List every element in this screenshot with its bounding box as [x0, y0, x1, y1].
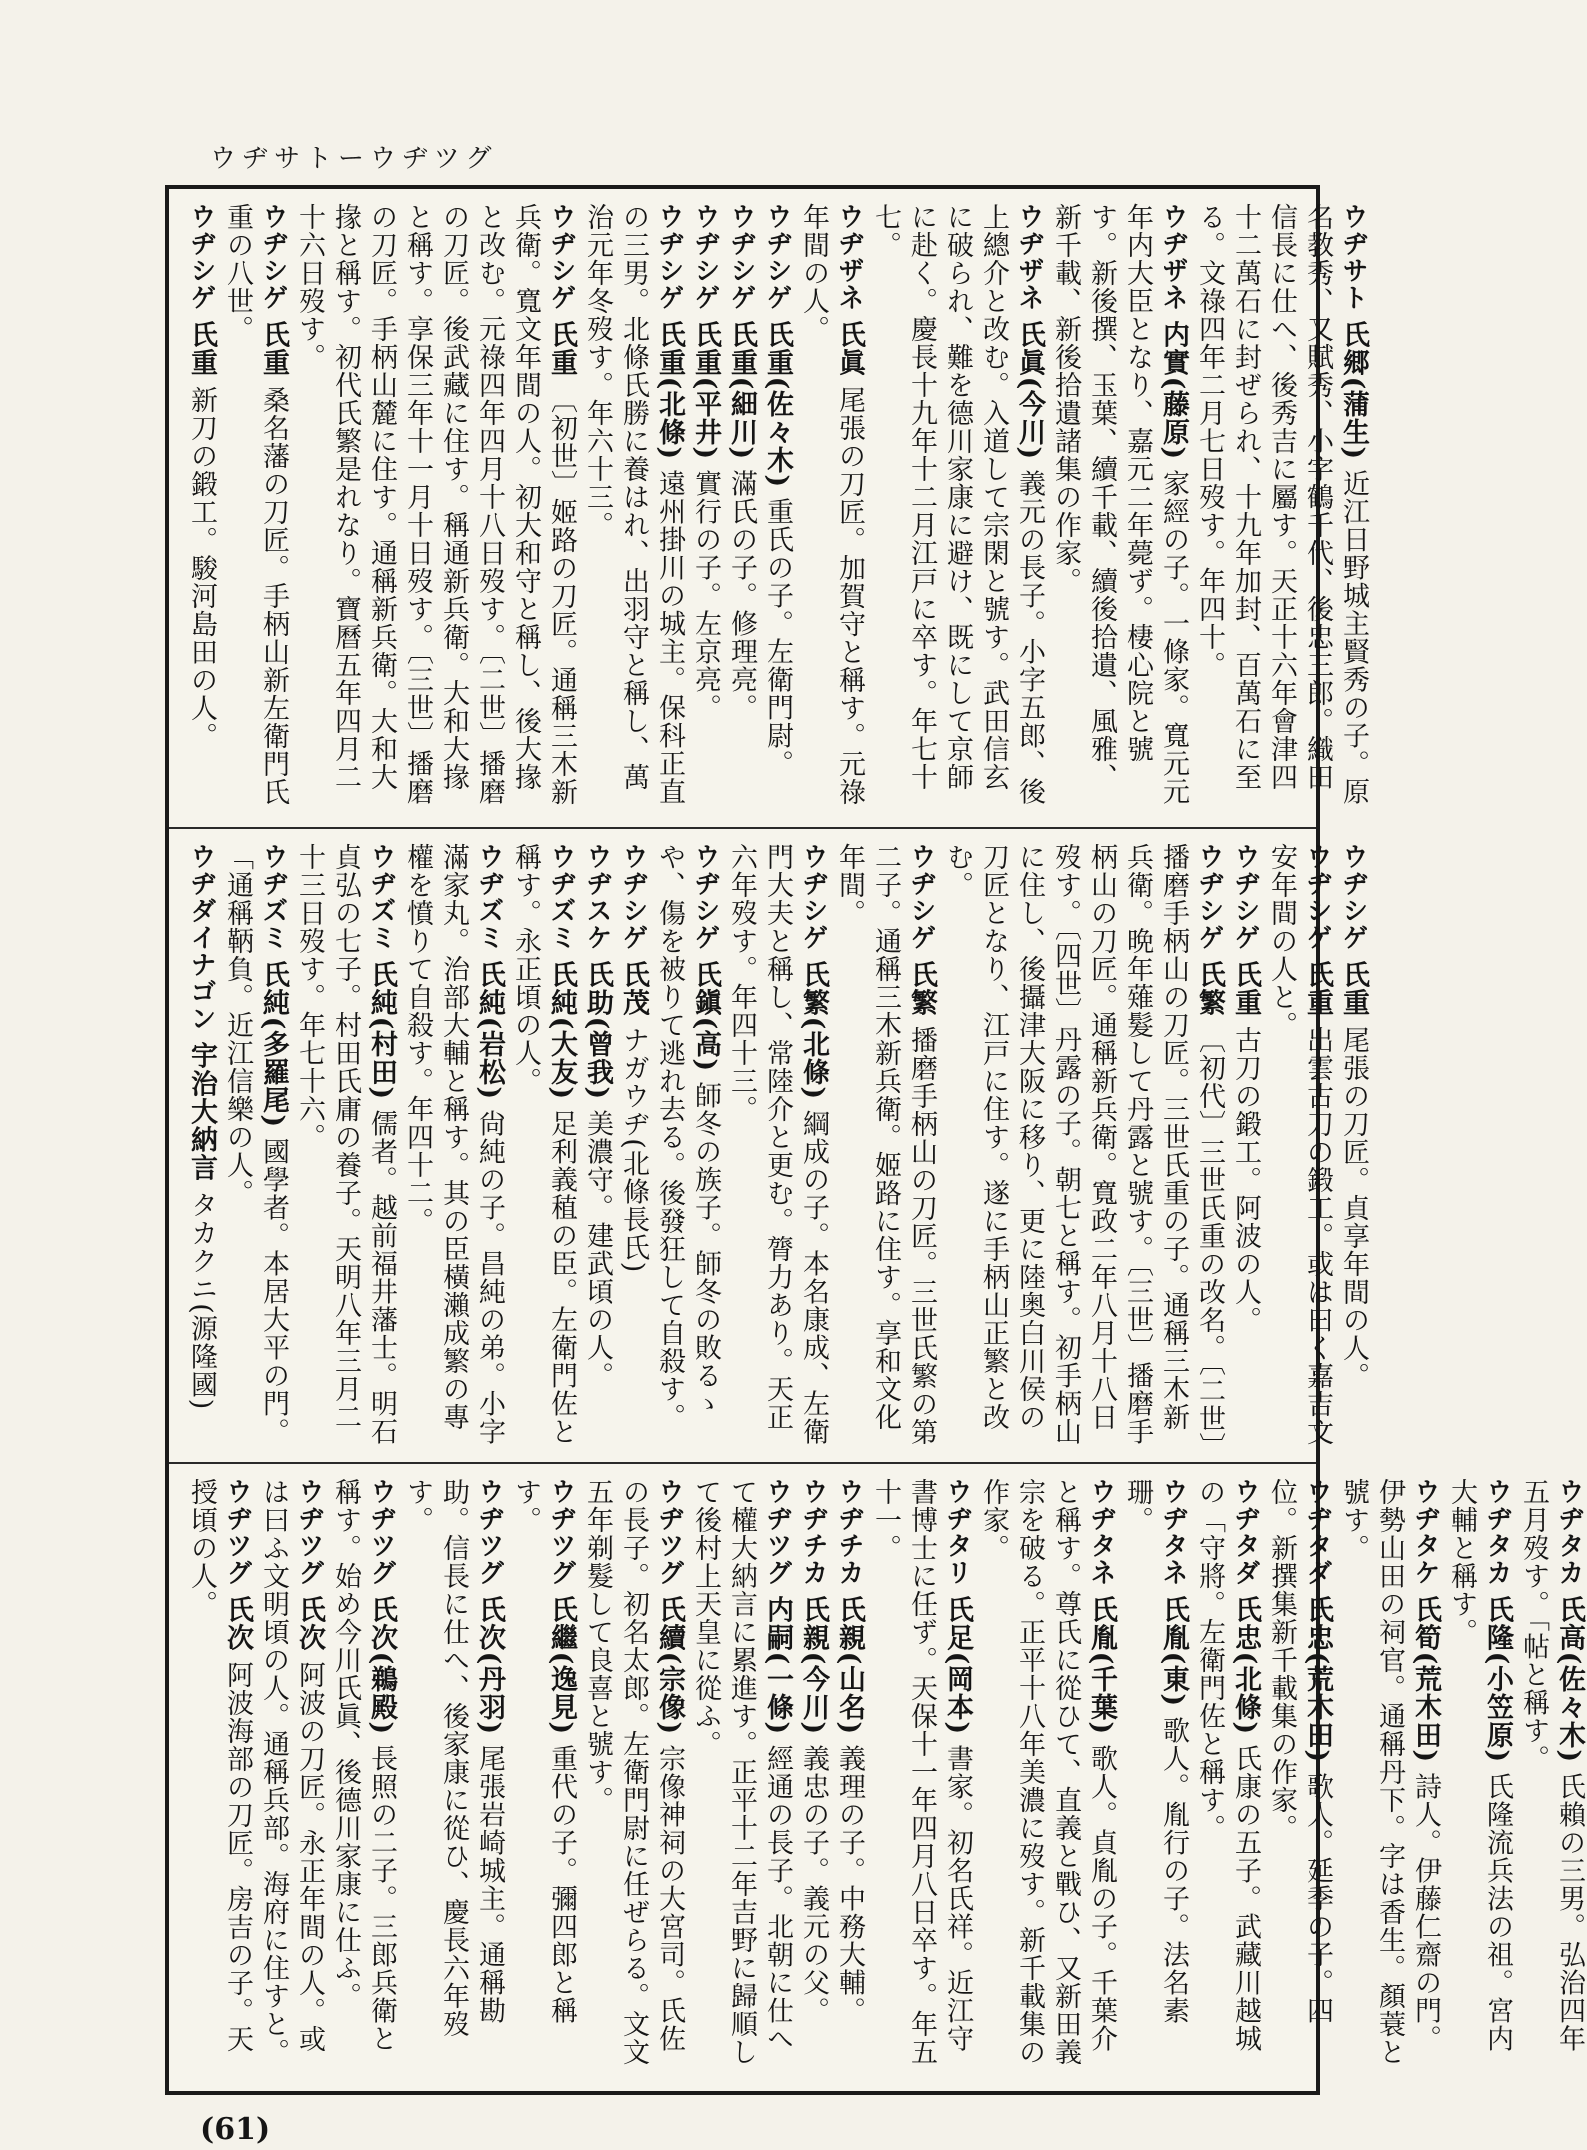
- entry-headword: ウヂツグ: [294, 1478, 324, 1586]
- dictionary-entry: [831, 1478, 867, 2077]
- tier-bottom: [169, 1464, 1585, 2091]
- entry-text: 尾張岩崎城主。通稱勘助。信長に仕へ、後家康に從ひ、慶長六年歿す。: [402, 1478, 505, 2038]
- entry-name: 氏重: [258, 320, 289, 377]
- entry-headword: ウヂシゲ: [726, 203, 756, 311]
- entry-headword: ウヂシゲ: [618, 843, 648, 951]
- entry-headword: ウヂタカ: [1554, 1478, 1584, 1586]
- dictionary-entry: [1227, 843, 1263, 1448]
- entry-name: 氏次(丹羽): [474, 1595, 505, 1736]
- dictionary-entry: [219, 203, 291, 813]
- dictionary-entry: [291, 843, 399, 1448]
- entry-headword: ウヂチカ: [834, 1478, 864, 1586]
- dictionary-entry: [291, 203, 579, 813]
- entry-name: 氏繼(逸見): [546, 1595, 577, 1736]
- dictionary-entry: [723, 843, 831, 1448]
- dictionary-entry: [579, 203, 687, 813]
- entry-name: 氏足(岡本): [942, 1595, 973, 1736]
- entry-name: 氏次: [294, 1595, 325, 1652]
- entry-headword: ウヂザネ: [1014, 203, 1044, 311]
- entry-text: ナガウヂ(北條長氏): [618, 1026, 649, 1274]
- dictionary-frame: [165, 185, 1585, 2095]
- entry-headword: ウヂシゲ: [1230, 843, 1260, 951]
- entry-text: 氏賴の三男。弘治四年五月歿す。「帖と稱す。: [1518, 1478, 1585, 2053]
- entry-name: 氏純(村田): [366, 960, 397, 1101]
- entry-text: 遠州掛川の城主。保科正直の三男。北條氏勝に養はれ、出羽守と稱し、萬治元年冬歿す。年六十三。: [582, 203, 685, 806]
- dictionary-entry: [1515, 1478, 1587, 2077]
- entry-name: 氏胤(東): [1158, 1595, 1189, 1708]
- dictionary-entry: [651, 843, 723, 1448]
- entry-headword: ウヂズミ: [366, 843, 396, 951]
- entry-text: 近江日野城主賢秀の子。原名教秀、又賦秀、小字鶴千代、後忠三郎。織田信長に仕へ、後秀吉に屬す。天正十六年會津四十二萬石に封ぜられ、十九年加封、百萬石に至る。文祿四年二月七日歿す。年四十。: [1194, 203, 1369, 806]
- entry-text: 綱成の子。本名康成、左衛門大夫と稱し、常陸介と更む。膂力あり。天正六年歿す。年四十三。: [726, 843, 829, 1446]
- entry-headword: ウヂシゲ: [654, 203, 684, 311]
- entry-text: 師冬の族子。師冬の敗るゝや、傷を被りて逃れ去る。後發狂して自殺す。: [654, 843, 721, 1431]
- entry-name: 氏重(平井): [690, 320, 721, 461]
- tier-middle: [169, 829, 1369, 1464]
- entry-text: 氏康の五子。武藏川越城の「守將。左衛門佐と稱す。: [1194, 1478, 1261, 2053]
- entry-text: 歌人。延季の子。四位。新撰集新千載集の作家。: [1266, 1478, 1333, 2025]
- dictionary-entry: [1191, 203, 1371, 813]
- entry-name: 氏次(鵜殿): [366, 1595, 397, 1736]
- dictionary-entry: [687, 203, 723, 813]
- entries-tier-top: [183, 203, 1371, 813]
- entry-text: 經通の長子。北朝に仕へて權大納言に累進す。正平十二年吉野に歸順して後村上天皇に從ふ。: [690, 1478, 793, 2066]
- dictionary-entry: [579, 843, 615, 1448]
- entry-headword: ウヂタネ: [1158, 1478, 1188, 1586]
- entry-name: 氏純(大友): [546, 960, 577, 1101]
- entry-text: 重代の子。彌四郎と稱す。: [510, 1478, 577, 2025]
- entry-headword: ウヂシゲ: [690, 203, 720, 311]
- entry-headword: ウヂツグ: [654, 1478, 684, 1586]
- dictionary-entry: [507, 843, 579, 1448]
- page-number: (61): [200, 2112, 271, 2147]
- entry-name: 氏續(宗像): [654, 1595, 685, 1736]
- entry-name: 氏親(今川): [798, 1595, 829, 1736]
- entry-headword: ウヂダイナゴン: [186, 843, 216, 1032]
- entry-name: 氏重: [546, 320, 577, 377]
- entry-text: 義忠の子。義元の父。: [798, 1744, 829, 2025]
- dictionary-entry: [327, 1478, 399, 2077]
- entry-name: 氏忠(荒木田): [1302, 1595, 1333, 1764]
- entries-tier-middle: [183, 843, 1371, 1448]
- entry-headword: ウヂタネ: [1086, 1478, 1116, 1586]
- entry-headword: ウヂズミ: [258, 843, 288, 951]
- entry-headword: ウヂシゲ: [906, 843, 936, 951]
- entry-headword: ウヂチカ: [798, 1478, 828, 1586]
- entry-headword: ウヂシゲ: [546, 203, 576, 311]
- entry-name: 氏繁(北條): [798, 960, 829, 1101]
- entry-text: 重氏の子。左衛門尉。: [762, 497, 793, 778]
- entry-headword: ウヂタカ: [1482, 1478, 1512, 1586]
- entry-name: 氏高(佐々木): [1554, 1595, 1585, 1764]
- entry-name: 氏純(岩松): [474, 960, 505, 1101]
- entry-headword: ウヂシゲ: [1338, 843, 1368, 951]
- entry-text: 阿波の刀匠。永正年間の人。或は曰ふ文明頃の人。通稱兵部。海府に住すと。: [258, 1478, 325, 2066]
- entry-name: 内實(藤原): [1158, 320, 1189, 461]
- entry-text: タカクニ(源隆國): [186, 1191, 217, 1411]
- dictionary-entry: [795, 203, 867, 813]
- dictionary-entry: [183, 843, 219, 1448]
- entry-text: 〔初世〕姬路の刀匠。通稱三木新兵衛。寬文年間の人。初大和守と稱し、後大掾と改む。元祿四年四月十八日歿す。〔二世〕播磨の刀匠。後武藏に住す。稱通新兵衛。大和大掾と稱す。享保三年十一月十日歿す。〔三世〕播磨の刀匠。手柄山麓に住す。通稱新兵衛。大和大掾と稱す。初代氏繁是れなり。寶曆五年四月二十六日歿す。: [294, 203, 577, 807]
- dictionary-entry: [1335, 843, 1371, 1448]
- dictionary-entry: [1119, 1478, 1191, 2077]
- dictionary-entry: [975, 1478, 1119, 2077]
- entry-headword: ウヂシゲ: [690, 843, 720, 951]
- entry-name: 氏隆(小笠原): [1482, 1595, 1513, 1764]
- entry-text: 古刀の鍛工。阿波の人。: [1230, 1026, 1261, 1335]
- entry-text: 播磨手柄山の刀匠。三世氏繁の第二子。通稱三木新兵衛。姬路に住す。享和文化年間。: [834, 843, 937, 1447]
- entry-text: 滿氏の子。修理亮。: [726, 469, 757, 722]
- entry-headword: ウヂタダ: [1230, 1478, 1260, 1586]
- entry-name: 氏重: [1302, 960, 1333, 1017]
- entry-name: 氏重: [1338, 960, 1369, 1017]
- entry-headword: ウヂタダ: [1302, 1478, 1332, 1586]
- dictionary-entry: [687, 1478, 795, 2077]
- entry-headword: ウヂサト: [1338, 203, 1368, 311]
- entry-name: 氏重(佐々木): [762, 320, 793, 489]
- entry-text: 美濃守。建武頃の人。: [582, 1109, 613, 1390]
- entry-name: 氏茂: [618, 960, 649, 1017]
- dictionary-entry: [867, 203, 1047, 813]
- entry-text: 尙純の子。昌純の弟。小字滿家丸。治部大輔と稱す。其の臣橫瀨成繁の專權を憤りて自殺す。年四十二。: [402, 843, 505, 1446]
- dictionary-entry: [1047, 203, 1191, 813]
- entry-text: 尾張の刀匠。加賀守と稱す。元祿年間の人。: [798, 203, 865, 807]
- entry-text: 氏隆流兵法の祖。宮内大輔と稱す。: [1446, 1478, 1513, 2053]
- entry-text: 義理の子。中務大輔。: [834, 1744, 865, 2025]
- entry-name: 氏重(細川): [726, 320, 757, 461]
- entry-headword: ウヂタリ: [942, 1478, 972, 1586]
- entry-text: 桑名藩の刀匠。手柄山新左衛門氏重の八世。: [222, 203, 289, 807]
- dictionary-entry: [579, 1478, 687, 2077]
- entry-text: 歌人。貞胤の子。千葉介と稱す。尊氏に從ひて、直義と戰ひ、又新田義宗を破る。正平十八年美濃に歿す。新千載集の作家。: [978, 1478, 1117, 2066]
- dictionary-entry: [1191, 1478, 1263, 2077]
- entry-name: 氏親(山名): [834, 1595, 865, 1736]
- entry-text: 〔初代〕三世氏重の改名。〔二世〕播磨手柄山の刀匠。三世氏重の子。通稱三木新兵衛。晩年薙髮して丹露と號す。〔三世〕播磨手柄山の刀匠。通稱新兵衛。寬政二年八月十八日歿す。〔四世〕丹露の子。朝七と稱す。初手柄山に住し、後攝津大阪に移り、更に陸奥白川侯の刀匠となり、江戸に住す。遂に手柄山正繁と改む。: [942, 843, 1225, 1448]
- dictionary-entry: [507, 1478, 579, 2077]
- entry-name: 氏忠(北條): [1230, 1595, 1261, 1736]
- dictionary-entry: [1263, 843, 1335, 1448]
- entry-name: 氏鎭(高): [690, 960, 721, 1073]
- entry-text: 足利義稙の臣。左衛門佐と稱す。永正頃の人。: [510, 843, 577, 1446]
- entry-text: 長照の二子。三郎兵衛と稱す。始め今川氏眞、後德川家康に仕ふ。: [330, 1478, 397, 2053]
- dictionary-entry: [723, 203, 759, 813]
- dictionary-entry: [399, 843, 507, 1448]
- entry-headword: ウヂツグ: [762, 1478, 792, 1586]
- entry-headword: ウヂツグ: [474, 1478, 504, 1586]
- dictionary-entry: [1335, 1478, 1443, 2077]
- entry-text: 實行の子。左京亮。: [690, 469, 721, 722]
- dictionary-entry: [255, 1478, 327, 2077]
- entry-name: 氏眞: [834, 320, 865, 377]
- dictionary-entry: [759, 203, 795, 813]
- entry-name: 氏次: [222, 1595, 253, 1652]
- entry-name: 氏繁: [906, 960, 937, 1017]
- dictionary-entry: [1443, 1478, 1515, 2077]
- entry-text: 尾張の刀匠。貞享年間の人。: [1338, 1026, 1369, 1391]
- entry-headword: ウヂズミ: [546, 843, 576, 951]
- dictionary-entry: [795, 1478, 831, 2077]
- running-head: ウヂサトーウヂツグ: [210, 144, 498, 174]
- entry-text: 新刀の鍛工。駿河島田の人。: [186, 386, 217, 751]
- entry-name: 氏眞(今川): [1014, 320, 1045, 461]
- entry-headword: ウヂザネ: [834, 203, 864, 311]
- dictionary-entry: [399, 1478, 507, 2077]
- entry-headword: ウヂシゲ: [762, 203, 792, 311]
- dictionary-entry: [183, 1478, 255, 2077]
- tier-top: [169, 189, 1369, 829]
- entry-headword: ウヂズミ: [474, 843, 504, 951]
- entry-name: 氏郷(蒲生): [1338, 320, 1369, 461]
- entry-name: 氏純(多羅尾): [258, 960, 289, 1129]
- dictionary-entry: [831, 843, 939, 1448]
- entry-name: 氏胤(千葉): [1086, 1595, 1117, 1736]
- entry-text: 宗像神祠の大宮司。氏佐の長子。初名太郎。左衛門尉に任ぜらる。文文五年剃髮して良喜と號す。: [582, 1478, 685, 2066]
- dictionary-entry: [1263, 1478, 1335, 2077]
- entry-text: 儒者。越前福井藩士。明石貞弘の七子。村田氏庸の養子。天明八年三月二十三日歿す。年七十六。: [294, 843, 397, 1446]
- entry-name: 氏助(曾我): [582, 960, 613, 1101]
- entry-text: 家經の子。一條家。寬元元年内大臣となり、嘉元二年薨ず。棲心院と號す。新後撰、玉葉、續千載、續後拾遺、風雅、新千載、新後拾遺諸集の作家。: [1050, 203, 1189, 806]
- entry-text: 阿波海部の刀匠。房吉の子。天授頃の人。: [186, 1478, 253, 2054]
- entry-headword: ウヂザネ: [1158, 203, 1188, 311]
- entry-name: 氏重(北條): [654, 320, 685, 461]
- dictionary-entry: [183, 203, 219, 813]
- dictionary-entry: [939, 843, 1227, 1448]
- entry-text: 歌人。胤行の子。法名素珊。: [1122, 1478, 1189, 2025]
- entry-text: 書家。初名氏祥。近江守書博士に任ず。天保十一年四月八日卒す。年五十一。: [870, 1478, 973, 2066]
- entry-headword: ウヂツグ: [366, 1478, 396, 1586]
- entry-headword: ウヂシゲ: [1302, 843, 1332, 951]
- entry-name: 内嗣(一條): [762, 1595, 793, 1736]
- entry-headword: ウヂシゲ: [1194, 843, 1224, 951]
- entry-text: 國學者。本居大平の門。「通稱鞆負。近江信樂の人。: [222, 843, 289, 1446]
- entry-name: 氏重: [1230, 960, 1261, 1017]
- dictionary-entry: [219, 843, 291, 1448]
- entry-name: 氏筍(荒木田): [1410, 1595, 1441, 1764]
- entry-text: 出雲古刀の鍛工。或は曰く嘉吉文安年間の人と。: [1266, 843, 1333, 1447]
- dictionary-entry: [867, 1478, 975, 2077]
- entry-headword: ウヂツグ: [222, 1478, 252, 1586]
- entry-headword: ウヂシゲ: [186, 203, 216, 311]
- entry-headword: ウヂツグ: [546, 1478, 576, 1586]
- entry-name: 氏繁: [1194, 960, 1225, 1017]
- entry-headword: ウヂタケ: [1410, 1478, 1440, 1586]
- entry-text: 詩人。伊藤仁齋の門。伊勢山田の祠官。通稱丹下。字は香生。顏蓑と號す。: [1338, 1478, 1441, 2066]
- entry-text: 義元の長子。小字五郎、後上總介と改む。入道して宗閑と號す。武田信玄に破られ、難を德川家康に避け、既にして京師に赴く。慶長十九年十二月江戸に卒す。年七十七。: [870, 203, 1045, 806]
- entry-headword: ウヂシゲ: [258, 203, 288, 311]
- entries-tier-bottom: [183, 1478, 1587, 2077]
- dictionary-entry: [615, 843, 651, 1448]
- entry-headword: ウヂスケ: [582, 843, 612, 951]
- entry-name: 宇治大納言: [186, 1041, 217, 1182]
- entry-headword: ウヂシゲ: [798, 843, 828, 951]
- entry-name: 氏重: [186, 320, 217, 377]
